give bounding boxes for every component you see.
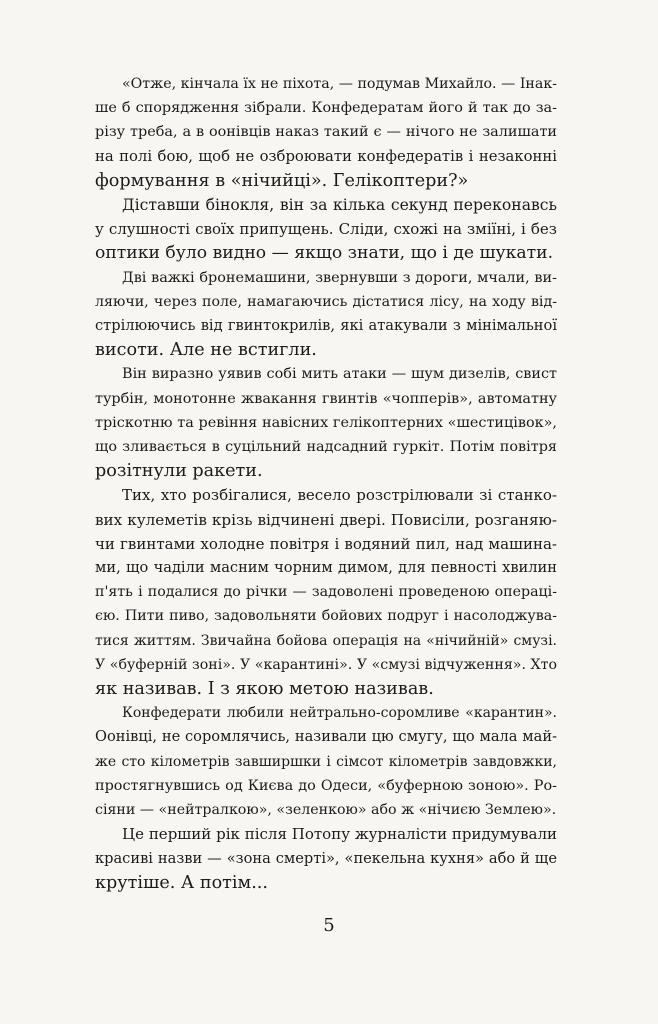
text-line: що зливається в суцільний надсадний гуркіт. Потім повітря: [95, 439, 557, 456]
text-line: розітнули ракети.: [95, 461, 263, 482]
text-line: ми, що чаділи масним чорним димом, для певності хвилин: [95, 559, 557, 577]
text-line: Діставши бінокля, він за кілька секунд переконавсь: [122, 196, 557, 215]
text-line: п'ять і подалися до річки — задоволені проведеною операці-: [95, 584, 557, 601]
text-line: Тих, хто розбігалися, весело розстрілювали зі станко-: [122, 486, 557, 505]
paragraph: [95, 822, 557, 895]
text-line: чи гвинтами холодне повітря і водяний пил, над машина-: [95, 534, 557, 553]
text-line: ше б спорядження зібрали. Конфедератам його й так до за-: [95, 100, 557, 117]
text-line: крутіше. А потім...: [95, 872, 268, 893]
text-line: Конфедерати любили нейтрально-соромливе «карантин».: [122, 705, 557, 722]
text-line: ляючи, через поле, намагаючись дістатися лісу, на ходу від-: [95, 293, 557, 310]
text-line: на полі бою, щоб не озброювати конфедератів і незаконні: [95, 147, 557, 165]
page-number: 5: [323, 915, 335, 936]
text-line: висоти. Але не встигли.: [95, 340, 317, 361]
text-line: тріскотню та ревіння навісних гелікоптерних «шестицівок»,: [95, 414, 557, 431]
paragraph: [95, 193, 557, 266]
text-line: вих кулеметів крізь відчинені двері. Повисіли, розганяю-: [95, 510, 557, 529]
text-line: формування в «нічийці». Гелікоптери?»: [95, 170, 469, 191]
text-line: як називав. І з якою метою називав.: [95, 679, 434, 700]
text-line: простягнувшись од Києва до Одеси, «буферною зоною». Ро-: [95, 777, 557, 794]
text-line: же сто кілометрів завширшки і сімсот кілометрів завдовжки,: [95, 753, 557, 770]
text-line: оптики було видно — якщо знати, що і де шукати.: [95, 243, 554, 264]
text-line: «Отже, кінчала їх не піхота, — подумав Михайло. — Інак-: [122, 76, 557, 92]
text-line: тися життям. Звичайна бойова операція на «нічийній» смузі.: [95, 632, 557, 649]
paragraph: [95, 483, 557, 701]
text-line: У «буферній зоні». У «карантині». У «смузі відчуження». Хто: [95, 656, 557, 673]
text-line: різу треба, а в оонівців наказ такий є — нічого не залишати: [95, 124, 557, 141]
text-line: Дві важкі бронемашини, звернувши з дороги, мчали, ви-: [122, 269, 557, 286]
text-line: Він виразно уявив собі мить атаки — шум дизелів, свист: [122, 366, 557, 383]
text-line: стрілюючись від гвинтокрилів, які атакували з мінімальної: [95, 317, 557, 335]
paragraph: [95, 266, 557, 363]
paragraph: [95, 701, 557, 822]
text-line: сіяни — «нейтралкою», «зеленкою» або ж «нічиєю Землею».: [95, 802, 557, 819]
text-line: Оонівці, не соромлячись, називали цю смугу, що мала май-: [95, 728, 557, 746]
page-text: [95, 72, 557, 895]
text-line: Це перший рік після Потопу журналісти придумували: [122, 825, 557, 844]
paragraph: [95, 362, 557, 483]
text-line: красиві назви — «зона смерті», «пекельна кухня» або й ще: [95, 849, 557, 867]
text-line: турбін, монотонне жвакання гвинтів «чопперів», автоматну: [95, 390, 557, 407]
paragraph: [95, 72, 557, 193]
text-line: у слушності своїх припущень. Сліди, схожі на зміїні, і без: [95, 220, 557, 239]
text-line: єю. Пити пиво, задовольняти бойових подруг і насолоджува-: [95, 608, 557, 625]
